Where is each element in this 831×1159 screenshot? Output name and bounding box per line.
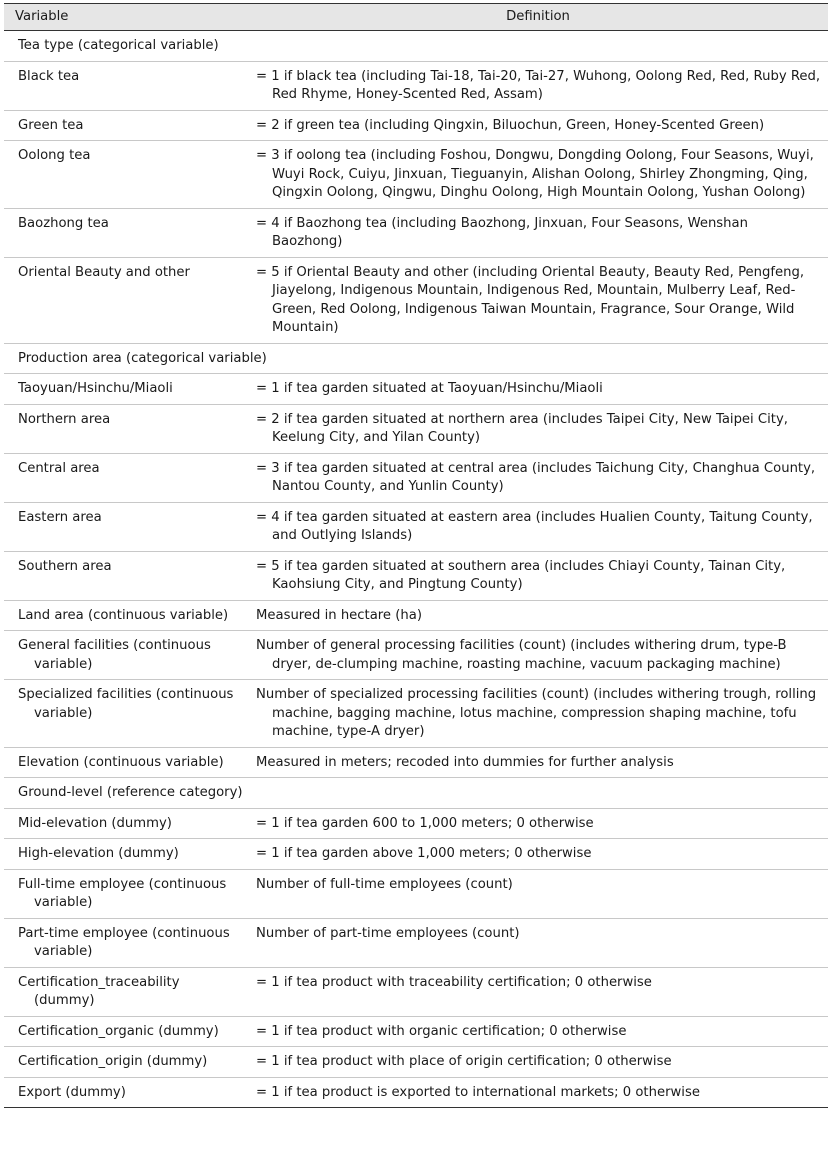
header-variable: Variable xyxy=(4,4,248,31)
definition-cell xyxy=(248,208,828,257)
variable-name: General facilities (continuous variable) xyxy=(18,638,211,672)
table-row xyxy=(4,808,828,839)
definition-text: = 1 if tea garden situated at Taoyuan/Hsinchu/Miaoli xyxy=(256,381,603,396)
section-label: Production area (categorical variable) xyxy=(4,343,828,374)
variable-cell xyxy=(4,404,248,453)
definition-cell xyxy=(248,404,828,453)
section-row xyxy=(4,343,828,374)
section-label: Tea type (categorical variable) xyxy=(4,31,828,62)
variable-cell xyxy=(4,600,248,631)
variable-name: Certification_origin (dummy) xyxy=(18,1054,208,1069)
variable-name: Oolong tea xyxy=(18,148,91,163)
definition-cell xyxy=(248,747,828,778)
definition-cell xyxy=(248,967,828,1016)
definition-cell xyxy=(248,1077,828,1108)
variable-name: Specialized facilities (continuous variable) xyxy=(18,687,234,721)
definition-text: = 4 if tea garden situated at eastern area (includes Hualien County, Taitung County, and Outlying Islands) xyxy=(256,509,813,543)
variable-name: Elevation (continuous variable) xyxy=(18,754,224,770)
table-row xyxy=(4,257,828,343)
variable-name: Part-time employee (continuous variable) xyxy=(18,925,230,959)
variable-cell xyxy=(4,967,248,1016)
table-row xyxy=(4,967,828,1016)
definition-text: = 1 if tea product is exported to international markets; 0 otherwise xyxy=(256,1084,700,1100)
variable-cell xyxy=(4,61,248,110)
variable-name: Mid-elevation (dummy) xyxy=(18,815,172,831)
definition-cell xyxy=(248,61,828,110)
definition-text: = 2 if tea garden situated at northern area (includes Taipei City, New Taipei City, Keelung City, and Yilan County) xyxy=(256,411,788,445)
variable-definition-table-container xyxy=(4,3,828,1108)
table-row xyxy=(4,404,828,453)
table-row xyxy=(4,551,828,600)
variable-cell xyxy=(4,110,248,141)
definition-cell xyxy=(248,839,828,870)
table-row xyxy=(4,1047,828,1078)
table-row xyxy=(4,141,828,209)
definition-text: = 4 if Baozhong tea (including Baozhong, Jinxuan, Four Seasons, Wenshan Baozhong) xyxy=(256,215,748,249)
variable-name: Northern area xyxy=(18,411,111,427)
variable-cell xyxy=(4,839,248,870)
definition-cell xyxy=(248,1016,828,1047)
variable-cell xyxy=(4,631,248,680)
definition-cell xyxy=(248,257,828,343)
variable-name: Certification_traceability (dummy) xyxy=(18,974,180,1008)
table-header-row xyxy=(4,4,828,31)
definition-text: = 5 if Oriental Beauty and other (including Oriental Beauty, Beauty Red, Pengfeng, Jiayelong, Indigenous Mountain, Indigenous Red, Mountain, Mulberry Leaf, Red-Green, Red Oolong, Indigenous Taiwan Mountain, Fragrance, Sour Orange, Wild Mountain) xyxy=(256,264,805,335)
definition-cell xyxy=(248,141,828,209)
definition-cell xyxy=(248,502,828,551)
table-row xyxy=(4,374,828,405)
table-row xyxy=(4,502,828,551)
variable-name: Green tea xyxy=(18,117,84,133)
definition-text: = 1 if tea garden 600 to 1,000 meters; 0 otherwise xyxy=(256,815,594,831)
definition-text: = 3 if oolong tea (including Foshou, Dongwu, Dongding Oolong, Four Seasons, Wuyi, Wuyi Rock, Cuiyu, Jinxuan, Tieguanyin, Alishan Oolong, Shirley Zhongming, Qing, Qingxin Oolong, Qingwu, Dinghu Oolong, High Mountain Oolong, Yushan Oolong) xyxy=(256,148,814,200)
definition-text: = 1 if black tea (including Tai-18, Tai-20, Tai-27, Wuhong, Oolong Red, Red, Ruby Red, Red Rhyme, Honey-Scented Red, Assam) xyxy=(256,68,821,102)
table-row xyxy=(4,453,828,502)
table-row xyxy=(4,1016,828,1047)
definition-text: = 1 if tea product with place of origin certification; 0 otherwise xyxy=(256,1054,672,1069)
variable-cell xyxy=(4,208,248,257)
variable-cell xyxy=(4,918,248,967)
table-row xyxy=(4,918,828,967)
header-definition: Definition xyxy=(248,4,828,31)
variable-cell xyxy=(4,257,248,343)
definition-text: = 2 if green tea (including Qingxin, Biluochun, Green, Honey-Scented Green) xyxy=(256,117,765,133)
definition-text: Number of general processing facilities (count) (includes withering drum, type-B dryer, de-clumping machine, roasting machine, vacuum packaging machine) xyxy=(256,638,787,672)
table-row xyxy=(4,631,828,680)
definition-cell xyxy=(248,918,828,967)
variable-name: Central area xyxy=(18,460,100,476)
section-row xyxy=(4,31,828,62)
section-row xyxy=(4,778,828,809)
variable-cell xyxy=(4,374,248,405)
variable-name: Black tea xyxy=(18,68,80,84)
table-row xyxy=(4,208,828,257)
variable-cell xyxy=(4,1047,248,1078)
definition-text: Number of specialized processing facilities (count) (includes withering trough, rolling machine, bagging machine, lotus machine, compression shaping machine, tofu machine, type-A dryer) xyxy=(256,687,817,739)
definition-cell xyxy=(248,551,828,600)
variable-name: Export (dummy) xyxy=(18,1084,126,1100)
variable-definition-table xyxy=(4,3,828,1108)
variable-cell xyxy=(4,747,248,778)
variable-name: Land area (continuous variable) xyxy=(18,607,229,623)
section-label: Ground-level (reference category) xyxy=(4,778,828,809)
definition-text: Measured in hectare (ha) xyxy=(256,607,422,623)
variable-name: Oriental Beauty and other xyxy=(18,264,190,280)
variable-name: Full-time employee (continuous variable) xyxy=(18,876,227,910)
variable-cell xyxy=(4,502,248,551)
variable-name: High-elevation (dummy) xyxy=(18,846,179,861)
table-row xyxy=(4,869,828,918)
definition-cell xyxy=(248,453,828,502)
table-row xyxy=(4,61,828,110)
definition-cell xyxy=(248,600,828,631)
variable-cell xyxy=(4,808,248,839)
variable-cell xyxy=(4,453,248,502)
variable-name: Taoyuan/Hsinchu/Miaoli xyxy=(18,381,173,396)
table-body xyxy=(4,31,828,1108)
variable-cell xyxy=(4,1016,248,1047)
variable-cell xyxy=(4,141,248,209)
variable-cell xyxy=(4,1077,248,1108)
variable-name: Southern area xyxy=(18,558,112,574)
table-row xyxy=(4,600,828,631)
variable-name: Baozhong tea xyxy=(18,215,109,231)
definition-text: = 1 if tea garden above 1,000 meters; 0 otherwise xyxy=(256,846,592,861)
table-row xyxy=(4,1077,828,1108)
definition-text: = 1 if tea product with organic certification; 0 otherwise xyxy=(256,1023,627,1039)
definition-text: = 3 if tea garden situated at central area (includes Taichung City, Changhua County, Nantou County, and Yunlin County) xyxy=(256,460,816,494)
definition-text: Number of part-time employees (count) xyxy=(256,925,520,941)
definition-cell xyxy=(248,680,828,748)
table-row xyxy=(4,110,828,141)
definition-cell xyxy=(248,869,828,918)
definition-text: Measured in meters; recoded into dummies for further analysis xyxy=(256,754,674,770)
variable-name: Eastern area xyxy=(18,509,102,525)
definition-cell xyxy=(248,110,828,141)
definition-cell xyxy=(248,374,828,405)
definition-cell xyxy=(248,1047,828,1078)
table-row xyxy=(4,747,828,778)
variable-name: Certification_organic (dummy) xyxy=(18,1023,219,1039)
definition-cell xyxy=(248,808,828,839)
definition-text: = 5 if tea garden situated at southern area (includes Chiayi County, Tainan City, Kaohsiung City, and Pingtung County) xyxy=(256,558,786,592)
definition-text: = 1 if tea product with traceability certification; 0 otherwise xyxy=(256,974,652,990)
definition-cell xyxy=(248,631,828,680)
table-row xyxy=(4,839,828,870)
variable-cell xyxy=(4,680,248,748)
variable-cell xyxy=(4,551,248,600)
table-row xyxy=(4,680,828,748)
definition-text: Number of full-time employees (count) xyxy=(256,876,513,892)
variable-cell xyxy=(4,869,248,918)
